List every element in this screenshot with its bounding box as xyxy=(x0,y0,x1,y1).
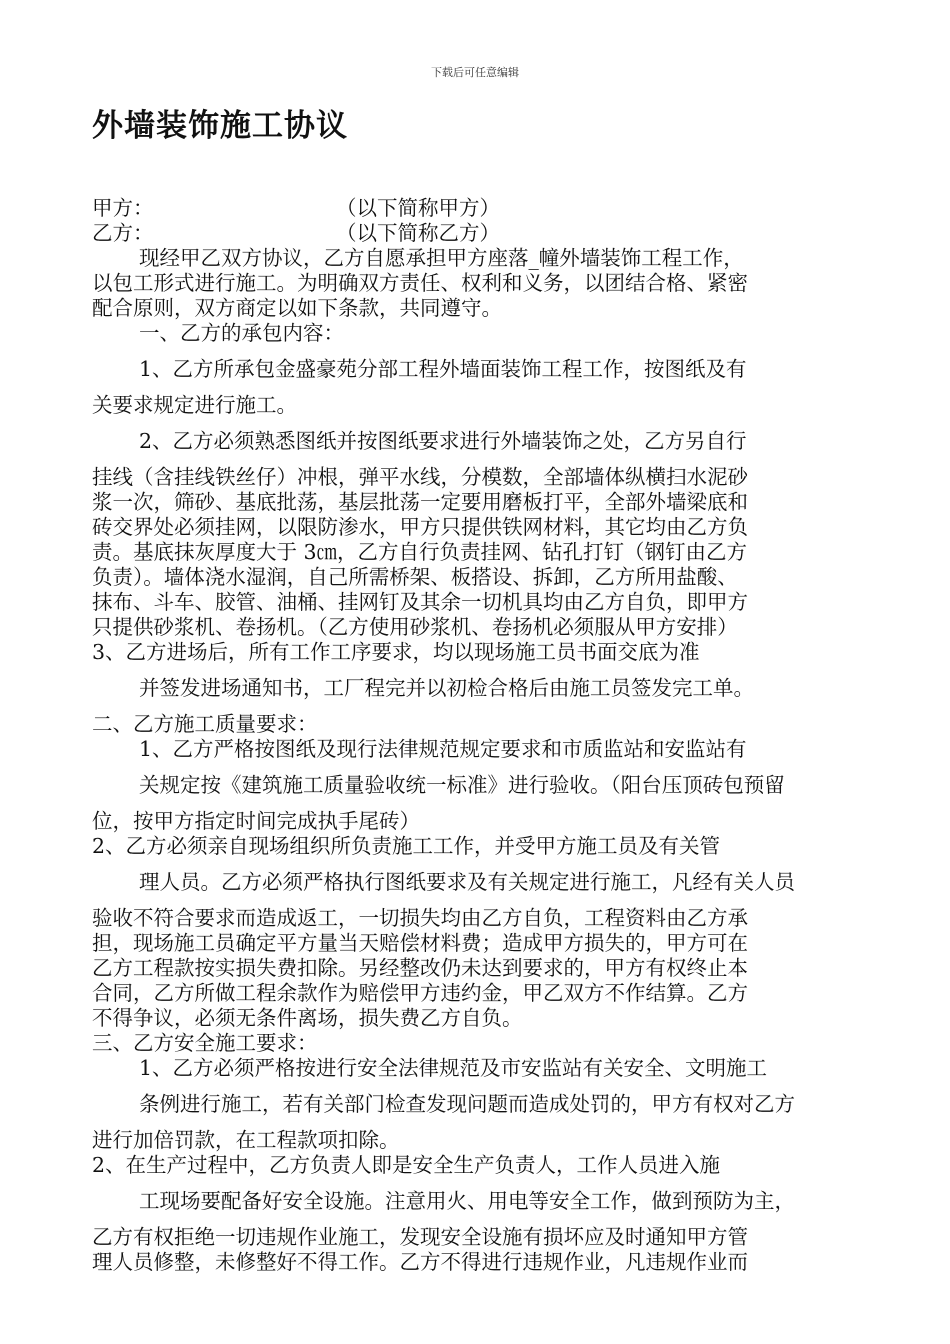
clause-line: 理人员。乙方必须严格执行图纸要求及有关规定进行施工，凡经有关人员 xyxy=(139,870,795,894)
intro-line: 以包工形式进行施工。为明确双方责任、权利和义务，以团结合格、紧密 xyxy=(92,271,748,295)
clause-line: 不得争议，必须无条件离场，损失费乙方自负。 xyxy=(92,1006,523,1030)
clause-line xyxy=(92,1275,862,1300)
clause-line: 1、乙方所承包金盛豪苑分部工程外墙面装饰工程工作，按图纸及有 xyxy=(139,357,747,381)
clause-line: 乙方工程款按实损失费扣除。另经整改仍未达到要求的，甲方有权终止本 xyxy=(92,956,748,980)
clause-line: 位，按甲方指定时间完成执手尾砖） xyxy=(92,809,420,833)
clause-line: 工现场要配备好安全设施。注意用火、用电等安全工作，做到预防为主， xyxy=(139,1189,795,1213)
clause-line: 2、在生产过程中，乙方负责人即是安全生产负责人，工作人员进入施 xyxy=(92,1153,721,1177)
clause-line: 二、乙方施工质量要求： xyxy=(92,712,318,736)
clause-line: 挂线（含挂线铁丝仔）冲根，弹平水线，分模数，全部墙体纵横扫水泥砂 xyxy=(92,465,748,489)
clause-line: 乙方有权拒绝一切违规作业施工，发现安全设施有损坏应及时通知甲方管 xyxy=(92,1225,748,1249)
clause-line: 砖交界处必须挂网，以限防渗水，甲方只提供铁网材料，其它均由乙方负 xyxy=(92,515,748,539)
clause-line: 合同，乙方所做工程余款作为赔偿甲方违约金，甲乙双方不作结算。乙方 xyxy=(92,981,748,1005)
party-b-note: （以下简称乙方） xyxy=(336,221,500,245)
clause-line: 负责）。墙体浇水湿润，自己所需桥架、板搭设、拆卸，乙方所用盐酸、 xyxy=(92,565,738,589)
clause-line: 2、乙方必须亲自现场组织所负责施工工作，并受甲方施工员及有关管 xyxy=(92,834,721,858)
section-heading-2: 1、乙方严格按图纸及现行法律规范规定要求和市质监站和安监站有 xyxy=(139,737,747,761)
clause-line: 验收不符合要求而造成返工，一切损失均由乙方自负，工程资料由乙方承 xyxy=(92,906,748,930)
party-a-note: （以下简称甲方） xyxy=(336,196,500,220)
party-b-label: 乙方： xyxy=(92,221,154,245)
clause-line: 担，现场施工员确定平方量当天赔偿材料费；造成甲方损失的，甲方可在 xyxy=(92,931,748,955)
party-a-label: 甲方： xyxy=(92,196,154,220)
clause-line: 关要求规定进行施工。 xyxy=(92,393,297,417)
clause-line: 并签发进场通知书，工厂程完并以初检合格后由施工员签发完工单。 xyxy=(139,676,754,700)
document-title: 外墙装饰施工协议 xyxy=(92,108,348,144)
intro-line: 配合原则，双方商定以如下条款，共同遵守。 xyxy=(92,296,502,320)
clause-line: 抹布、斗车、胶管、油桶、挂网钉及其余一切机具均由乙方自负，即甲方 xyxy=(92,590,748,614)
party-b-line xyxy=(92,221,862,246)
section-heading-1: 一、乙方的承包内容： xyxy=(139,321,344,345)
clause-line: 理人员修整，未修整好不得工作。乙方不得进行违规作业，凡违规作业而 xyxy=(92,1250,748,1274)
clause-line: 2、乙方必须熟悉图纸并按图纸要求进行外墙装饰之处，乙方另自行 xyxy=(139,429,747,453)
clause-line: 3、乙方进场后，所有工作工序要求，均以现场施工员书面交底为准 xyxy=(92,640,700,664)
clause-line: 只提供砂浆机、卷扬机。（乙方使用砂浆机、卷扬机必须服从甲方安排） xyxy=(92,615,738,639)
intro-line: 现经甲乙双方协议，乙方自愿承担甲方座落_幢外墙装饰工程工作， xyxy=(139,246,744,270)
clause-line: 浆一次，筛砂、基底批荡，基层批荡一定要用磨板打平，全部外墙梁底和 xyxy=(92,490,748,514)
clause-line: 三、乙方安全施工要求： xyxy=(92,1031,318,1055)
party-a-line xyxy=(92,196,862,221)
section-heading-3: 1、乙方必须严格按进行安全法律规范及市安监站有关安全、文明施工 xyxy=(139,1056,768,1080)
clause-line: 责。基底抹灰厚度大于 3㎝，乙方自行负责挂网、钻孔打钉（钢钉由乙方 xyxy=(92,540,748,564)
clause-line: 条例进行施工，若有关部门检查发现问题而造成处罚的，甲方有权对乙方 xyxy=(139,1092,795,1116)
clause-line: 关规定按《建筑施工质量验收统一标准》进行验收。（阳台压顶砖包预留 xyxy=(139,773,785,797)
clause-line: 进行加倍罚款，在工程款项扣除。 xyxy=(92,1128,400,1152)
page-header-note: 下载后可任意编辑 xyxy=(431,66,519,79)
document-body xyxy=(92,196,862,1300)
